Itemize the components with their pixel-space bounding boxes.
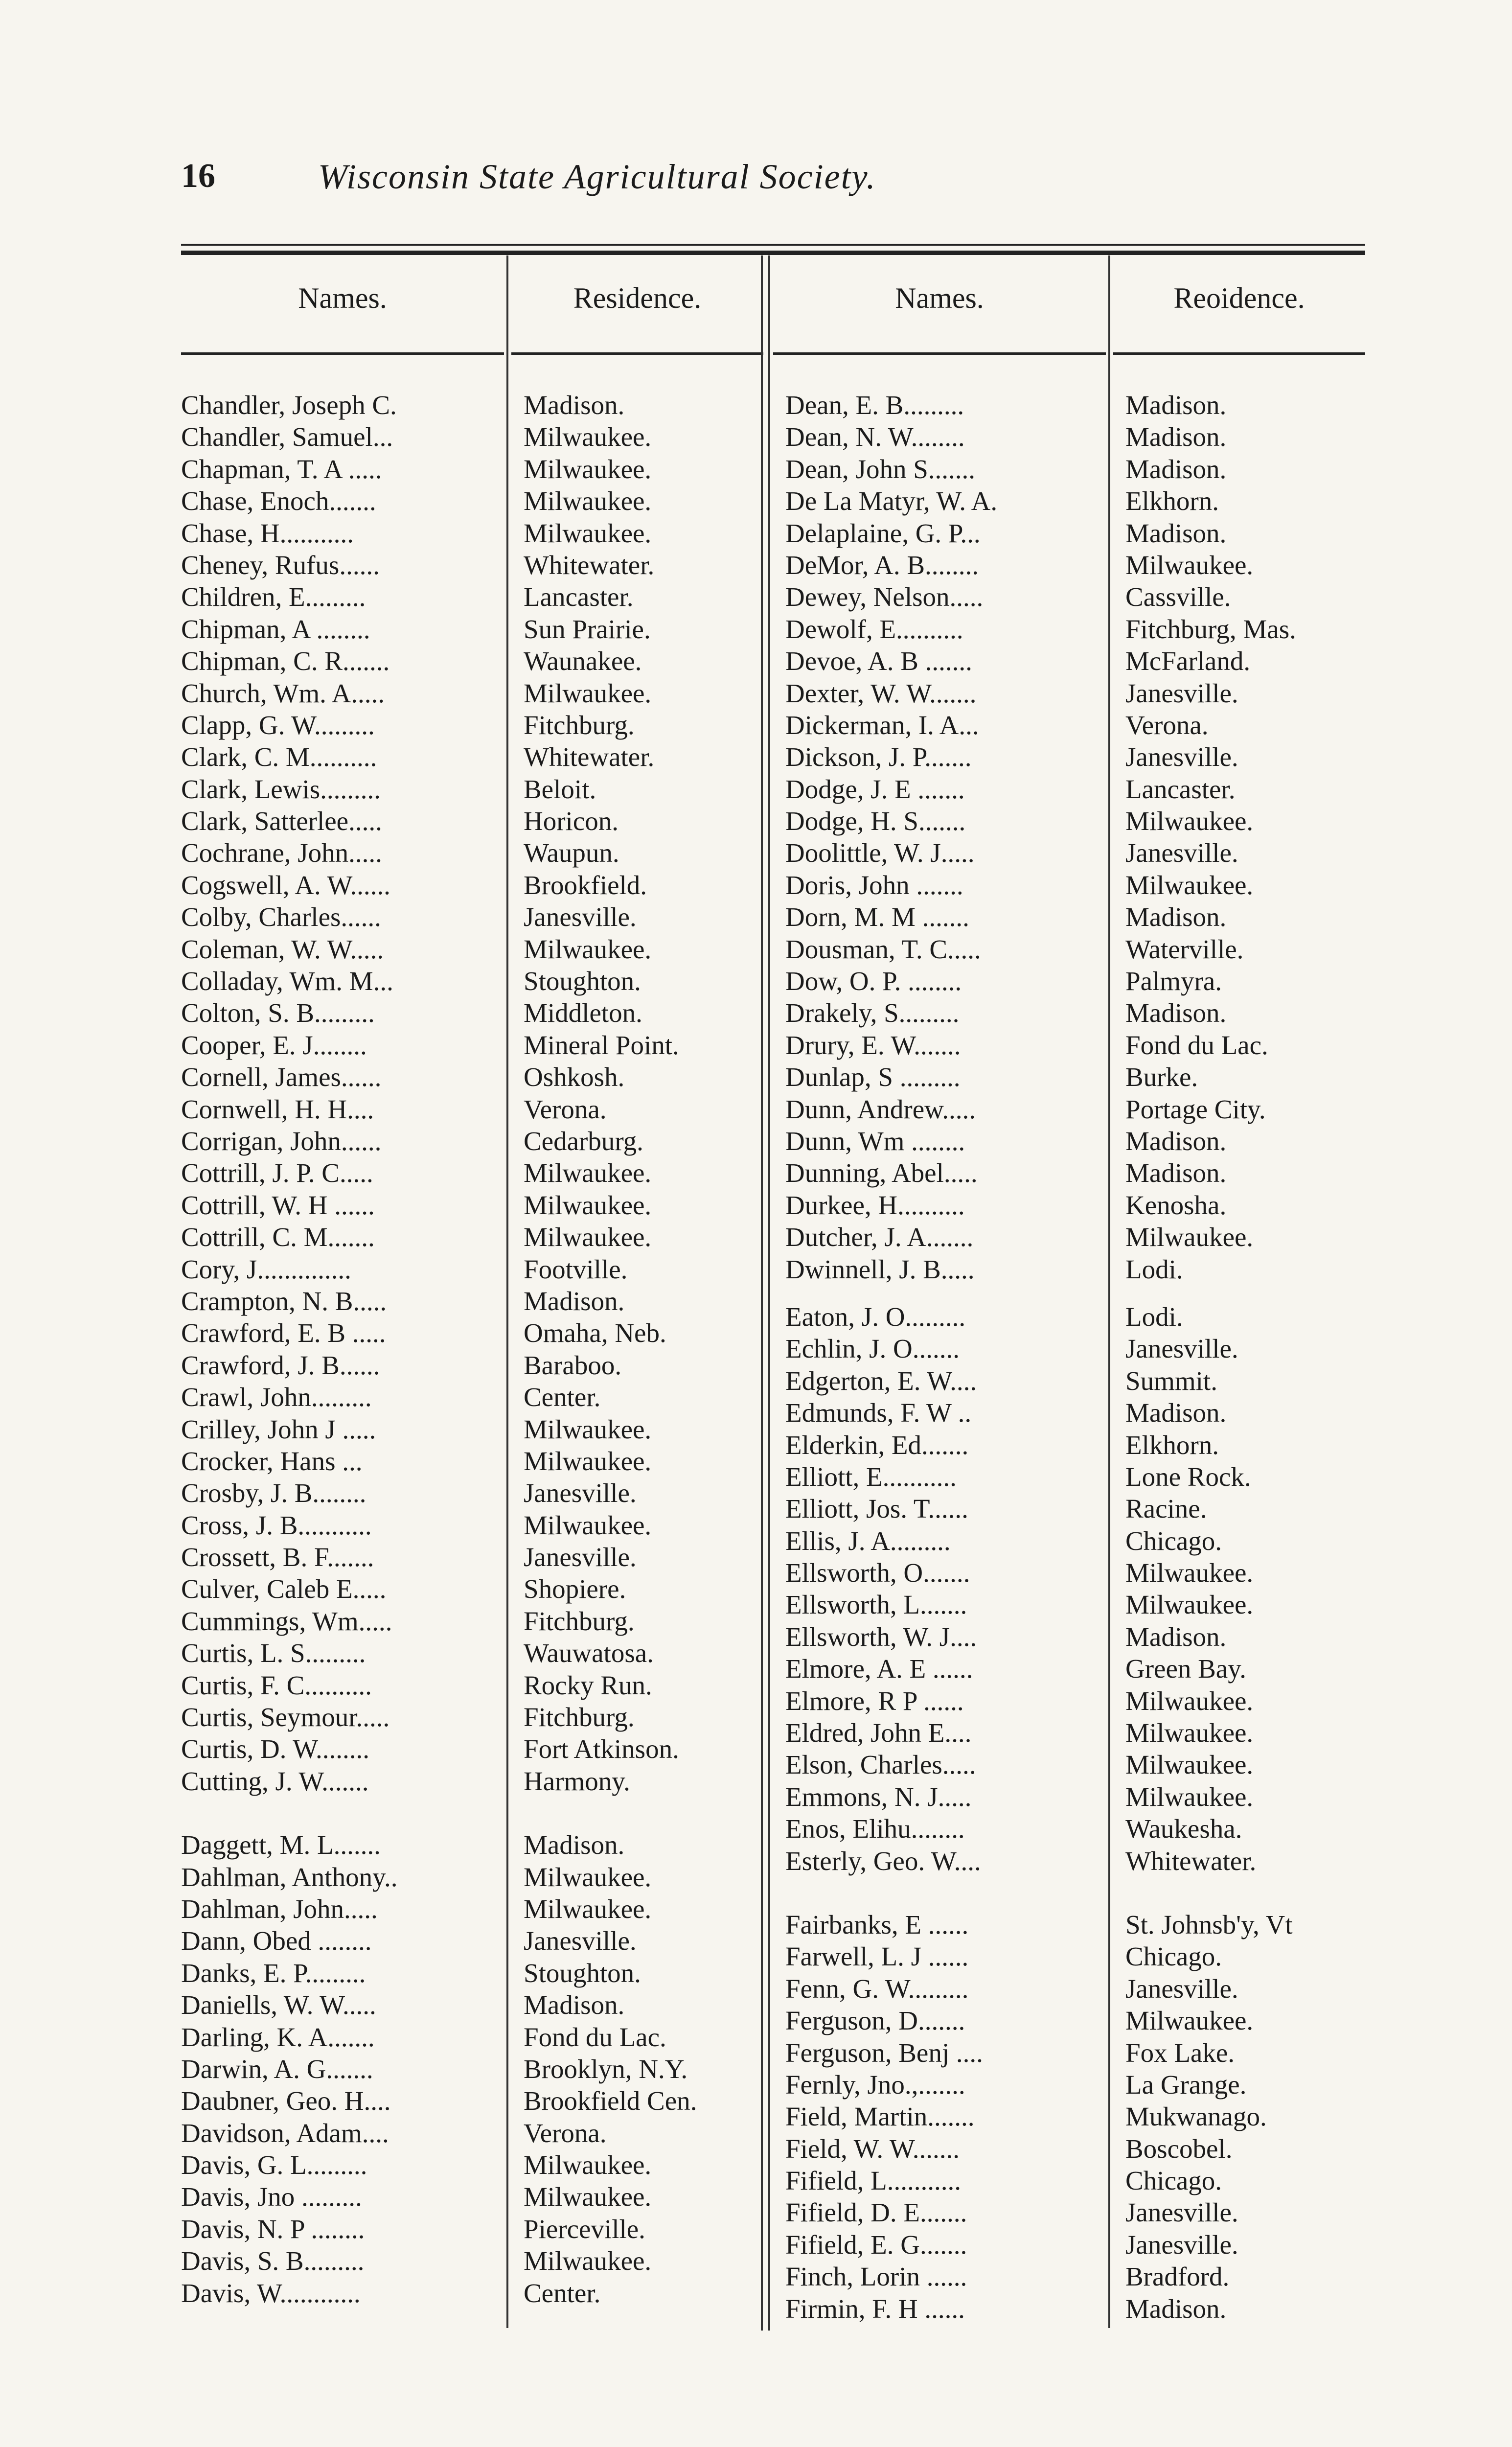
member-residence: Madison. [1125, 390, 1227, 420]
member-name: Crawford, J. B...... [181, 1350, 380, 1380]
member-residence: Middleton. [524, 998, 642, 1028]
member-residence: Madison. [1125, 998, 1227, 1028]
member-name: Curtis, L. S......... [181, 1638, 366, 1668]
left-residence-header: Residence. [573, 282, 702, 314]
member-name: Dunn, Wm ........ [785, 1126, 965, 1156]
member-name: Farwell, L. J ...... [785, 1941, 969, 1972]
member-name: Dann, Obed ........ [181, 1926, 372, 1956]
member-residence: La Grange. [1125, 2069, 1247, 2100]
member-residence: Milwaukee. [524, 1510, 652, 1540]
right-residence-header-rule [1113, 352, 1365, 355]
member-name: Dahlman, John..... [181, 1893, 378, 1924]
member-name: Dewolf, E.......... [785, 614, 963, 644]
member-residence: Harmony. [524, 1766, 630, 1796]
member-name: Ellis, J. A......... [785, 1525, 951, 1556]
member-name: Field, W. W....... [785, 2133, 960, 2164]
member-name: Dean, John S....... [785, 454, 976, 484]
member-name: Dutcher, J. A....... [785, 1222, 974, 1252]
member-residence: Milwaukee. [524, 422, 652, 452]
member-name: Devoe, A. B ....... [785, 646, 972, 676]
member-name: Esterly, Geo. W.... [785, 1846, 981, 1876]
member-residence: Brookfield. [524, 870, 647, 900]
member-residence: Madison. [1125, 902, 1227, 932]
member-name: Corrigan, John...... [181, 1126, 382, 1156]
member-residence: Whitewater. [1125, 1846, 1257, 1876]
member-name: Colladay, Wm. M... [181, 966, 393, 996]
member-residence: Footville. [524, 1254, 628, 1284]
member-residence: Racine. [1125, 1494, 1207, 1524]
member-residence: Janesville. [1125, 2197, 1238, 2228]
member-residence: Fitchburg, Mas. [1125, 614, 1296, 644]
member-name: Doolittle, W. J..... [785, 838, 975, 868]
member-residence: Lancaster. [524, 582, 634, 612]
member-name: Dickerman, I. A... [785, 710, 979, 740]
member-residence: Chicago. [1125, 2166, 1222, 2196]
member-name: Elderkin, Ed....... [785, 1430, 969, 1460]
member-residence: Fitchburg. [524, 1702, 635, 1732]
member-residence: Madison. [1125, 1621, 1227, 1652]
member-residence: Chicago. [1125, 1525, 1222, 1556]
member-residence: Milwaukee. [524, 934, 652, 964]
member-name: Clark, C. M.......... [181, 742, 377, 772]
member-name: Ferguson, D....... [785, 2006, 965, 2036]
member-name: Clark, Lewis......... [181, 774, 381, 804]
member-name: Eaton, J. O......... [785, 1301, 966, 1332]
member-name: Fifield, L........... [785, 2166, 962, 2196]
member-residence: Milwaukee. [524, 518, 652, 548]
member-name: Fairbanks, E ...... [785, 1909, 969, 1939]
member-name: Delaplaine, G. P... [785, 518, 981, 548]
right-residence-header: Reoidence. [1173, 282, 1305, 314]
member-residence: Milwaukee. [524, 1862, 652, 1892]
member-residence: Fitchburg. [524, 1606, 635, 1636]
member-residence: Cassville. [1125, 582, 1231, 612]
right-residence-list [1125, 389, 1360, 2325]
page-number: 16 [181, 157, 215, 195]
member-residence: Milwaukee. [524, 1414, 652, 1444]
member-name: Culver, Caleb E..... [181, 1574, 387, 1604]
member-name: Cummings, Wm..... [181, 1606, 392, 1636]
member-residence: Milwaukee. [524, 2182, 652, 2212]
member-residence: Milwaukee. [524, 1222, 652, 1252]
member-residence: Madison. [524, 390, 625, 420]
member-name: Darling, K. A....... [181, 2022, 375, 2052]
member-name: Chase, Enoch....... [181, 486, 376, 516]
member-name: Elliott, Jos. T...... [785, 1494, 968, 1524]
member-name: Dorn, M. M ....... [785, 902, 969, 932]
member-name: Cheney, Rufus...... [181, 550, 380, 580]
member-name: Elmore, A. E ...... [785, 1654, 973, 1684]
member-name: Dickson, J. P....... [785, 742, 972, 772]
member-residence: Verona. [1125, 710, 1209, 740]
left-residence-list [524, 389, 761, 2309]
page-header [181, 157, 1355, 215]
member-name: Cottrill, W. H ...... [181, 1190, 375, 1220]
member-residence: Brookfield Cen. [524, 2086, 697, 2116]
member-residence: Madison. [1125, 422, 1227, 452]
member-residence: Madison. [1125, 2293, 1227, 2324]
member-name: Fifield, D. E....... [785, 2197, 967, 2228]
member-name: Dunn, Andrew..... [785, 1094, 976, 1124]
member-residence: Milwaukee. [524, 486, 652, 516]
member-residence: Pierceville. [524, 2214, 645, 2244]
column-divider [1108, 255, 1110, 2328]
member-name: Drury, E. W....... [785, 1030, 961, 1060]
member-name: Dewey, Nelson..... [785, 582, 984, 612]
member-name: Dwinnell, J. B..... [785, 1254, 975, 1284]
member-residence: Madison. [524, 1990, 625, 2020]
member-name: Chapman, T. A ..... [181, 454, 382, 484]
member-name: Chipman, C. R....... [181, 646, 390, 676]
member-name: Davis, W............ [181, 2278, 361, 2308]
member-residence: Janesville. [524, 1926, 637, 1956]
member-residence: Madison. [1125, 1126, 1227, 1156]
member-residence: Sun Prairie. [524, 614, 651, 644]
member-residence: Wauwatosa. [524, 1638, 654, 1668]
member-residence: Bradford. [1125, 2262, 1230, 2292]
member-name: Finch, Lorin ...... [785, 2262, 967, 2292]
member-residence: Summit. [1125, 1365, 1217, 1396]
member-name: Ellsworth, O....... [785, 1558, 970, 1588]
member-residence: Green Bay. [1125, 1654, 1246, 1684]
member-name: Cottrill, J. P. C..... [181, 1158, 373, 1188]
member-name: Chandler, Samuel... [181, 422, 393, 452]
member-residence: Waterville. [1125, 934, 1244, 964]
member-name: Davis, Jno ......... [181, 2182, 362, 2212]
member-name: Daubner, Geo. H.... [181, 2086, 391, 2116]
member-residence: Janesville. [1125, 1334, 1238, 1364]
member-residence: Mineral Point. [524, 1030, 679, 1060]
member-name: Crampton, N. B..... [181, 1286, 387, 1316]
member-name: Crawford, E. B ..... [181, 1318, 386, 1348]
member-name: Davis, G. L......... [181, 2150, 367, 2180]
member-name: Crocker, Hans ... [181, 1446, 363, 1476]
member-residence: Lone Rock. [1125, 1461, 1251, 1492]
member-residence: Milwaukee. [1125, 1685, 1254, 1716]
member-name: Elmore, R P ...... [785, 1685, 964, 1716]
member-name: Curtis, F. C.......... [181, 1670, 372, 1700]
right-names-header-rule [773, 352, 1106, 355]
member-residence: Lodi. [1125, 1301, 1183, 1332]
member-name: Doris, John ....... [785, 870, 963, 900]
member-name: Ellsworth, L....... [785, 1590, 967, 1620]
member-name: Dunning, Abel..... [785, 1158, 978, 1188]
member-name: Clark, Satterlee..... [181, 806, 382, 836]
member-residence: Janesville. [524, 902, 637, 932]
member-name: Emmons, N. J..... [785, 1781, 972, 1812]
left-residence-header-rule [511, 352, 763, 355]
running-title: Wisconsin State Agricultural Society. [318, 157, 876, 196]
member-residence: Kenosha. [1125, 1190, 1227, 1220]
member-residence: Janesville. [524, 1478, 637, 1508]
member-name: Dahlman, Anthony.. [181, 1862, 398, 1892]
member-residence: Waunakee. [524, 646, 642, 676]
member-residence: Fox Lake. [1125, 2037, 1235, 2068]
member-name: De La Matyr, W. A. [785, 486, 998, 516]
member-residence: Milwaukee. [524, 1158, 652, 1188]
header-rule-thin [181, 244, 1365, 246]
member-residence: Janesville. [1125, 838, 1238, 868]
left-names-header-rule [181, 352, 504, 355]
member-name: Elson, Charles..... [785, 1750, 976, 1780]
column-divider [768, 255, 770, 2331]
member-residence: Waukesha. [1125, 1814, 1242, 1844]
member-residence: Madison. [1125, 1398, 1227, 1428]
member-residence: Janesville. [1125, 2229, 1238, 2260]
member-name: Dow, O. P. ........ [785, 966, 962, 996]
member-residence: Center. [524, 2278, 601, 2308]
member-residence: Elkhorn. [1125, 486, 1219, 516]
member-residence: Horicon. [524, 806, 619, 836]
member-residence: Burke. [1125, 1062, 1198, 1092]
member-residence: Milwaukee. [524, 454, 652, 484]
member-residence: Oshkosh. [524, 1062, 625, 1092]
member-residence: Milwaukee. [1125, 870, 1254, 900]
member-name: Curtis, D. W........ [181, 1734, 370, 1764]
member-name: Dexter, W. W....... [785, 678, 977, 708]
member-residence: Shopiere. [524, 1574, 626, 1604]
member-residence: Janesville. [1125, 1973, 1238, 2004]
member-name: Cogswell, A. W...... [181, 870, 390, 900]
member-name: Clapp, G. W......... [181, 710, 375, 740]
member-name: Coleman, W. W..... [181, 934, 384, 964]
member-name: Field, Martin....... [785, 2101, 975, 2132]
member-name: Curtis, Seymour..... [181, 1702, 390, 1732]
member-residence: Milwaukee. [1125, 1222, 1254, 1252]
member-residence: Cedarburg. [524, 1126, 643, 1156]
member-name: Fernly, Jno.,....... [785, 2069, 965, 2100]
member-residence: Madison. [1125, 454, 1227, 484]
member-residence: Milwaukee. [1125, 1781, 1254, 1812]
member-name: Dousman, T. C..... [785, 934, 981, 964]
member-name: Colton, S. B......... [181, 998, 375, 1028]
member-residence: Madison. [1125, 1158, 1227, 1188]
member-residence: Center. [524, 1382, 601, 1412]
left-names-list [181, 389, 504, 2309]
member-name: Cross, J. B........... [181, 1510, 372, 1540]
member-name: Dean, E. B......... [785, 390, 964, 420]
member-name: Cory, J.............. [181, 1254, 351, 1284]
member-residence: Madison. [524, 1830, 625, 1860]
member-name: Chandler, Joseph C. [181, 390, 397, 420]
member-residence: Milwaukee. [524, 1893, 652, 1924]
member-residence: Milwaukee. [524, 678, 652, 708]
member-residence: Lodi. [1125, 1254, 1183, 1284]
member-name: Ferguson, Benj .... [785, 2037, 983, 2068]
member-name: Daggett, M. L....... [181, 1830, 381, 1860]
member-residence: St. Johnsb'y, Vt [1125, 1909, 1293, 1939]
member-name: Firmin, F. H ...... [785, 2293, 965, 2324]
member-residence: Janesville. [1125, 742, 1238, 772]
column-divider [761, 255, 763, 2331]
member-name: Fenn, G. W......... [785, 1973, 969, 2004]
member-residence: Janesville. [1125, 678, 1238, 708]
member-residence: Fond du Lac. [1125, 1030, 1268, 1060]
member-residence: Brooklyn, N.Y. [524, 2054, 688, 2084]
member-residence: Verona. [524, 1094, 607, 1124]
member-name: Eldred, John E.... [785, 1718, 972, 1748]
member-residence: Madison. [524, 1286, 625, 1316]
member-residence: McFarland. [1125, 646, 1251, 676]
member-residence: Mukwanago. [1125, 2101, 1267, 2132]
member-name: Enos, Elihu........ [785, 1814, 965, 1844]
member-name: Davis, N. P ........ [181, 2214, 365, 2244]
member-name: Fifield, E. G....... [785, 2229, 967, 2260]
member-residence: Verona. [524, 2118, 607, 2148]
member-residence: Milwaukee. [524, 2150, 652, 2180]
member-residence: Beloit. [524, 774, 596, 804]
member-name: Crilley, John J ..... [181, 1414, 376, 1444]
member-residence: Whitewater. [524, 550, 655, 580]
member-name: Ellsworth, W. J.... [785, 1621, 977, 1652]
member-residence: Lancaster. [1125, 774, 1236, 804]
member-name: Cornwell, H. H.... [181, 1094, 374, 1124]
member-name: Echlin, J. O....... [785, 1334, 960, 1364]
member-name: Darwin, A. G....... [181, 2054, 373, 2084]
member-residence: Rocky Run. [524, 1670, 652, 1700]
member-name: Cutting, J. W....... [181, 1766, 369, 1796]
member-residence: Chicago. [1125, 1941, 1222, 1972]
member-name: Children, E......... [181, 582, 366, 612]
member-residence: Milwaukee. [1125, 1558, 1254, 1588]
member-residence: Palmyra. [1125, 966, 1222, 996]
member-name: Colby, Charles...... [181, 902, 381, 932]
member-name: Daniells, W. W..... [181, 1990, 376, 2020]
member-residence: Milwaukee. [1125, 1590, 1254, 1620]
member-name: Dunlap, S ......... [785, 1062, 961, 1092]
member-name: Church, Wm. A..... [181, 678, 385, 708]
header-rule-thick [181, 251, 1365, 255]
member-name: Cornell, James...... [181, 1062, 382, 1092]
member-name: Edgerton, E. W.... [785, 1365, 977, 1396]
right-names-list [785, 389, 1106, 2325]
member-residence: Fitchburg. [524, 710, 635, 740]
member-residence: Milwaukee. [524, 1446, 652, 1476]
member-residence: Stoughton. [524, 1958, 641, 1988]
member-residence: Milwaukee. [1125, 806, 1254, 836]
member-residence: Milwaukee. [1125, 2006, 1254, 2036]
member-name: Crawl, John......... [181, 1382, 372, 1412]
member-name: Dean, N. W........ [785, 422, 965, 452]
left-names-header: Names. [298, 282, 387, 314]
member-name: DeMor, A. B........ [785, 550, 979, 580]
member-residence: Omaha, Neb. [524, 1318, 666, 1348]
member-name: Elliott, E........... [785, 1461, 957, 1492]
member-residence: Milwaukee. [1125, 1750, 1254, 1780]
member-name: Dodge, H. S....... [785, 806, 966, 836]
member-name: Drakely, S......... [785, 998, 960, 1028]
member-name: Crossett, B. F....... [181, 1542, 374, 1572]
member-name: Chipman, A ........ [181, 614, 370, 644]
member-name: Cottrill, C. M....... [181, 1222, 375, 1252]
member-residence: Milwaukee. [1125, 550, 1254, 580]
member-residence: Whitewater. [524, 742, 655, 772]
member-residence: Stoughton. [524, 966, 641, 996]
member-residence: Fond du Lac. [524, 2022, 666, 2052]
member-name: Davidson, Adam.... [181, 2118, 389, 2148]
member-name: Cooper, E. J........ [181, 1030, 367, 1060]
member-name: Cochrane, John..... [181, 838, 382, 868]
member-name: Durkee, H.......... [785, 1190, 965, 1220]
member-residence: Boscobel. [1125, 2133, 1233, 2164]
member-residence: Fort Atkinson. [524, 1734, 679, 1764]
column-divider [506, 255, 508, 2328]
member-name: Chase, H........... [181, 518, 354, 548]
member-residence: Milwaukee. [1125, 1718, 1254, 1748]
member-residence: Madison. [1125, 518, 1227, 548]
member-residence: Portage City. [1125, 1094, 1266, 1124]
member-residence: Baraboo. [524, 1350, 622, 1380]
member-residence: Elkhorn. [1125, 1430, 1219, 1460]
member-name: Edmunds, F. W .. [785, 1398, 972, 1428]
member-name: Danks, E. P......... [181, 1958, 366, 1988]
member-residence: Waupun. [524, 838, 619, 868]
member-name: Crosby, J. B........ [181, 1478, 367, 1508]
right-names-header: Names. [895, 282, 984, 314]
member-residence: Milwaukee. [524, 2246, 652, 2276]
member-residence: Milwaukee. [524, 1190, 652, 1220]
member-name: Dodge, J. E ....... [785, 774, 965, 804]
member-name: Davis, S. B......... [181, 2246, 365, 2276]
member-residence: Janesville. [524, 1542, 637, 1572]
